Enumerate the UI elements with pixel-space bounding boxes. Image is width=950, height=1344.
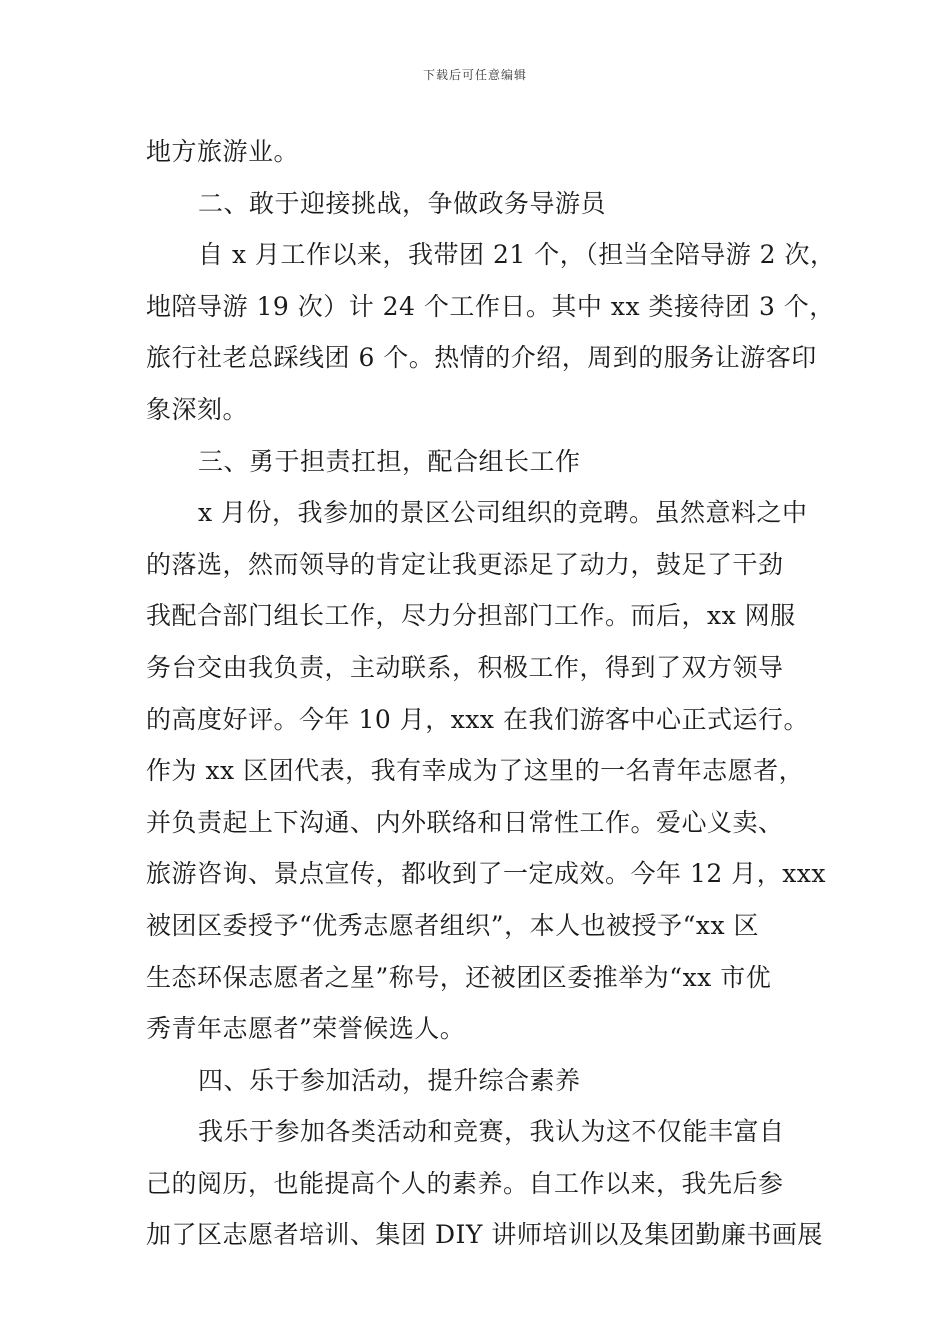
text-line: 加了区志愿者培训、集团 DIY 讲师培训以及集团勤廉书画展 [146, 1220, 823, 1250]
text-line: 务台交由我负责，主动联系，积极工作，得到了双方领导 [146, 652, 784, 682]
text-line: 并负责起上下沟通、内外联络和日常性工作。爱心义卖、 [146, 807, 784, 837]
text-line: 秀青年志愿者”荣誉候选人。 [146, 1014, 466, 1044]
text-line: 旅游咨询、景点宣传，都收到了一定成效。今年 12 月，xxx [146, 859, 827, 889]
text-line: 自 x 月工作以来，我带团 21 个，（担当全陪导游 2 次， [198, 240, 836, 270]
text-line: 我乐于参加各类活动和竞赛，我认为这不仅能丰富自 [198, 1117, 785, 1147]
text-line: 的高度好评。今年 10 月，xxx 在我们游客中心正式运行。 [146, 704, 809, 734]
text-line: 作为 xx 区团代表，我有幸成为了这里的一名青年志愿者， [146, 756, 805, 786]
page-header-note: 下载后可任意编辑 [422, 68, 527, 82]
text-line: 三、勇于担责扛担，配合组长工作 [198, 446, 581, 476]
text-line: 己的阅历，也能提高个人的素养。自工作以来，我先后参 [146, 1168, 784, 1198]
text-line: 生态环保志愿者之星”称号，还被团区委推举为“xx 市优 [146, 962, 772, 992]
text-line: 地陪导游 19 次）计 24 个工作日。其中 xx 类接待团 3 个， [146, 291, 835, 321]
text-line: 旅行社老总踩线团 6 个。热情的介绍，周到的服务让游客印 [146, 343, 817, 373]
text-line: 四、乐于参加活动，提升综合素养 [198, 1065, 581, 1095]
document-body [146, 126, 836, 1261]
text-line: 被团区委授予“优秀志愿者组织”，本人也被授予“xx 区 [146, 910, 759, 940]
text-line: 地方旅游业。 [146, 137, 300, 166]
text-line: x 月份，我参加的景区公司组织的竞聘。虽然意料之中 [198, 498, 808, 528]
text-line: 的落选，然而领导的肯定让我更添足了动力，鼓足了干劲 [146, 549, 784, 579]
text-line: 我配合部门组长工作，尽力分担部门工作。而后，xx 网服 [146, 601, 796, 631]
text-line: 二、敢于迎接挑战，争做政务导游员 [198, 188, 607, 218]
text-line: 象深刻。 [146, 394, 249, 424]
